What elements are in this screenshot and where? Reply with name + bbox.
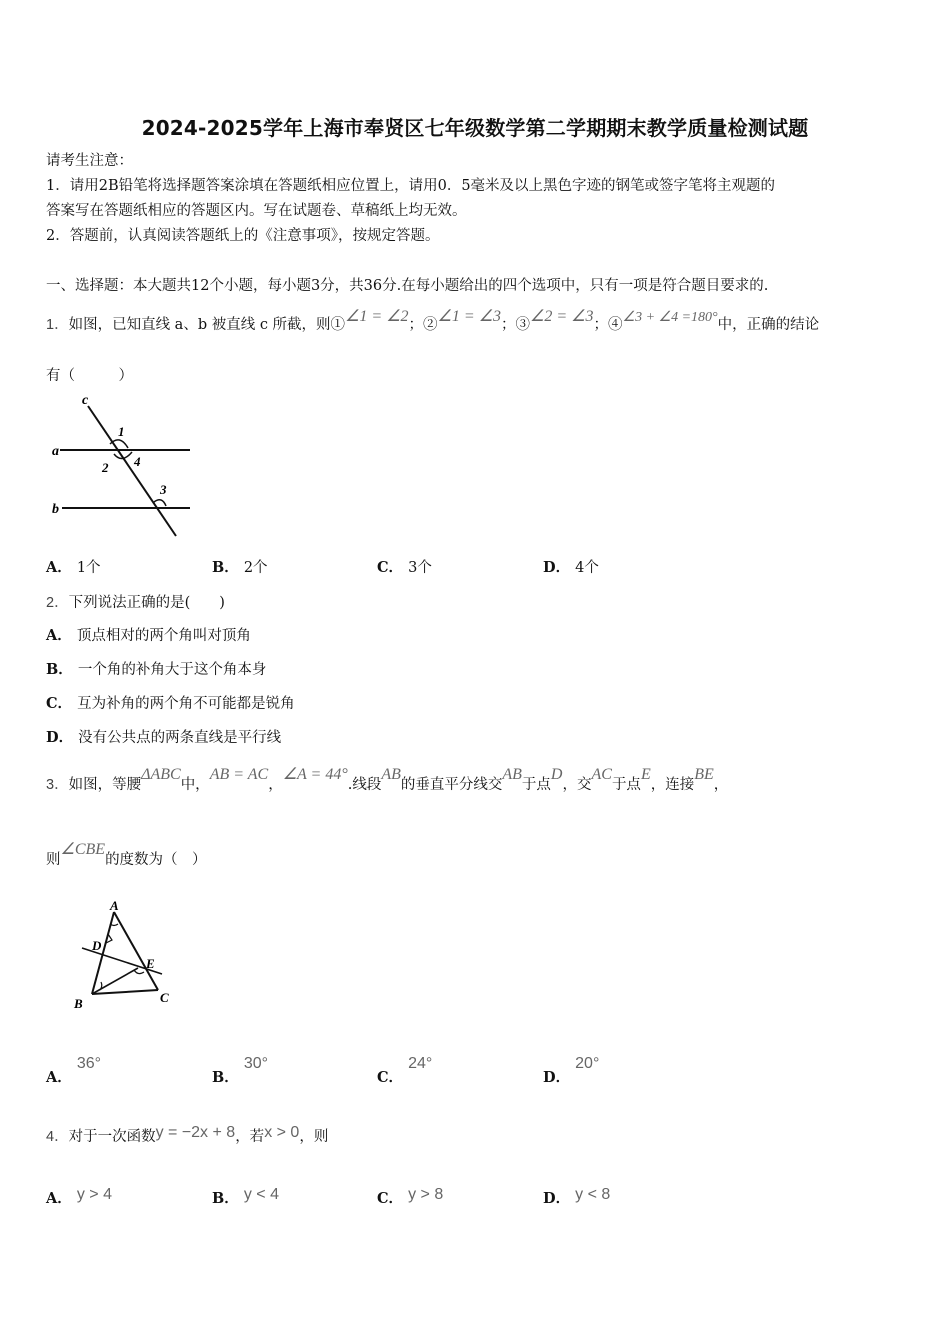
question-3-line-1 <box>46 766 729 794</box>
option-label: D． <box>543 559 571 576</box>
math-e: E <box>640 766 651 783</box>
option-label: A． <box>46 627 72 644</box>
q3-text: 的度数为（ ） <box>105 852 207 868</box>
option-label: B． <box>212 1190 239 1207</box>
math-angle-a: ∠A = 44° <box>282 766 348 783</box>
option-label: D． <box>46 729 74 746</box>
q4-text: 对于一次函数 <box>68 1129 156 1145</box>
math-1-eq-2: ∠1 = ∠2 <box>345 308 409 325</box>
option-value: 顶点相对的两个角叫对顶角 <box>76 628 251 644</box>
q2-option-a[interactable] <box>46 624 251 645</box>
math-ab: AB <box>381 766 401 783</box>
label-3: 3 <box>160 482 167 497</box>
option-label: C． <box>377 1190 404 1207</box>
label-D: D <box>92 938 102 953</box>
option-value: 30° <box>243 1055 269 1072</box>
question-1-line-2: 有（ ） <box>46 368 133 384</box>
option-label: B． <box>46 661 73 678</box>
angle-a-arc <box>110 924 118 926</box>
question-2-text: 下列说法正确的是( ) <box>68 595 225 611</box>
option-value: 一个角的补角大于这个角本身 <box>77 662 267 678</box>
option-label: B． <box>212 1069 239 1086</box>
q3-option-c[interactable] <box>377 1055 433 1087</box>
option-value: y < 8 <box>575 1186 611 1203</box>
q3-text: 的垂直平分线交 <box>400 777 503 793</box>
option-label: D． <box>543 1190 571 1207</box>
math-triangle-abc: ΔABC <box>141 766 181 783</box>
q4-text: ，若 <box>235 1129 265 1145</box>
question-3-number: 3． <box>46 777 69 793</box>
q3-text: 则 <box>46 852 61 868</box>
option-value: 20° <box>575 1055 600 1072</box>
option-value: 24° <box>408 1055 433 1072</box>
q3-text: ，交 <box>562 777 592 793</box>
option-c[interactable] <box>377 556 432 577</box>
label-B: B <box>74 996 83 1011</box>
question-2 <box>46 591 225 612</box>
math-angle-cbe: ∠CBE <box>60 841 106 858</box>
question-1-text: 如图，已知直线 a、b 被直线 c 所截，则① <box>68 317 346 333</box>
math-ab-eq-ac: AB = AC <box>209 766 269 783</box>
parallel-lines-figure <box>48 392 198 542</box>
q2-option-b[interactable] <box>46 658 266 679</box>
option-label: D． <box>543 1069 571 1086</box>
label-2: 2 <box>102 460 109 475</box>
math-ac: AC <box>591 766 612 783</box>
option-label: A． <box>46 1069 72 1086</box>
option-value: 没有公共点的两条直线是平行线 <box>78 730 282 746</box>
math-2-eq-3: ∠2 = ∠3 <box>530 308 594 325</box>
q3-text: 中， <box>180 777 210 793</box>
option-value: 4个 <box>575 560 599 576</box>
option-b[interactable] <box>212 556 268 577</box>
math-3-plus-4: ∠3 + ∠4 =180° <box>622 310 718 325</box>
label-a: a <box>52 444 59 459</box>
question-1-number: 1． <box>46 317 69 333</box>
q3-text: ，连接 <box>650 777 695 793</box>
option-label: C． <box>377 559 404 576</box>
option-d[interactable] <box>543 556 599 577</box>
q3-text: 如图，等腰 <box>68 777 142 793</box>
math-linear-function: y = −2x + 8 <box>155 1124 236 1141</box>
notice-line-1a: 1．请用2B铅笔将选择题答案涂填在答题纸相应位置上，请用0．5毫米及以上黑色字迹的钢笔或签字笔将主观题的 <box>46 178 776 194</box>
option-label: C． <box>46 695 73 712</box>
option-value: 1个 <box>76 560 101 576</box>
option-value: y < 4 <box>243 1186 279 1203</box>
option-label: B． <box>212 559 239 576</box>
notice-line-2: 2．答题前，认真阅读答题纸上的《注意事项》，按规定答题。 <box>46 228 440 244</box>
question-1-tail: 中，正确的结论 <box>717 317 820 333</box>
q3-option-d[interactable] <box>543 1055 600 1087</box>
q2-option-d[interactable] <box>46 726 281 747</box>
option-value: 2个 <box>243 560 268 576</box>
q4-option-d[interactable] <box>543 1187 610 1208</box>
q4-option-a[interactable] <box>46 1187 112 1208</box>
question-1-sep: ；④ <box>593 317 623 333</box>
q3-text: ， <box>713 777 729 793</box>
option-label: A． <box>46 1190 72 1207</box>
math-ab: AB <box>502 766 522 783</box>
option-value: 3个 <box>408 560 432 576</box>
q3-text: ， <box>268 777 283 793</box>
isosceles-triangle-figure <box>70 896 190 1016</box>
q3-option-b[interactable] <box>212 1055 269 1087</box>
question-4-number: 4． <box>46 1129 69 1145</box>
math-be: BE <box>694 766 714 783</box>
notice-heading: 请考生注意： <box>46 153 133 169</box>
section-heading: 一、选择题：本大题共12个小题，每小题3分，共36分.在每小题给出的四个选项中，只有一项是符合题目要求的. <box>46 278 769 294</box>
option-a[interactable] <box>46 556 101 577</box>
angle-e-arc <box>134 970 144 974</box>
question-1-sep: ；② <box>408 317 438 333</box>
option-value: 互为补角的两个角不可能都是锐角 <box>77 696 295 712</box>
q3-option-a[interactable] <box>46 1055 102 1087</box>
label-c: c <box>82 393 89 408</box>
label-E: E <box>146 956 155 971</box>
question-2-number: 2． <box>46 595 69 611</box>
question-3-line-2 <box>46 841 207 869</box>
q4-option-c[interactable] <box>377 1187 443 1208</box>
notice-line-1b: 答案写在答题纸相应的答题区内。写在试题卷、草稿纸上均无效。 <box>46 203 467 219</box>
side-bc <box>92 990 158 994</box>
math-x-positive: x > 0 <box>264 1124 300 1141</box>
q4-text: ，则 <box>299 1129 329 1145</box>
option-value: y > 8 <box>408 1186 444 1203</box>
question-4 <box>46 1125 328 1146</box>
label-A: A <box>110 898 119 913</box>
label-4: 4 <box>134 454 141 469</box>
label-b: b <box>52 502 59 517</box>
question-1-line-1 <box>46 308 820 334</box>
option-label: C． <box>377 1069 404 1086</box>
label-C: C <box>160 990 169 1005</box>
label-1: 1 <box>118 424 125 439</box>
option-label: A． <box>46 559 72 576</box>
q2-option-c[interactable] <box>46 692 295 713</box>
q4-option-b[interactable] <box>212 1187 279 1208</box>
q3-text: .线段 <box>347 777 382 793</box>
math-d: D <box>550 766 563 783</box>
math-1-eq-3: ∠1 = ∠3 <box>437 308 502 325</box>
option-value: y > 4 <box>76 1186 112 1203</box>
q3-text: 于点 <box>611 777 641 793</box>
page-title: 2024-2025学年上海市奉贤区七年级数学第二学期期末教学质量检测试题 <box>141 116 809 140</box>
question-1-sep: ；③ <box>501 317 531 333</box>
option-value: 36° <box>76 1055 102 1072</box>
q3-text: 于点 <box>521 777 551 793</box>
